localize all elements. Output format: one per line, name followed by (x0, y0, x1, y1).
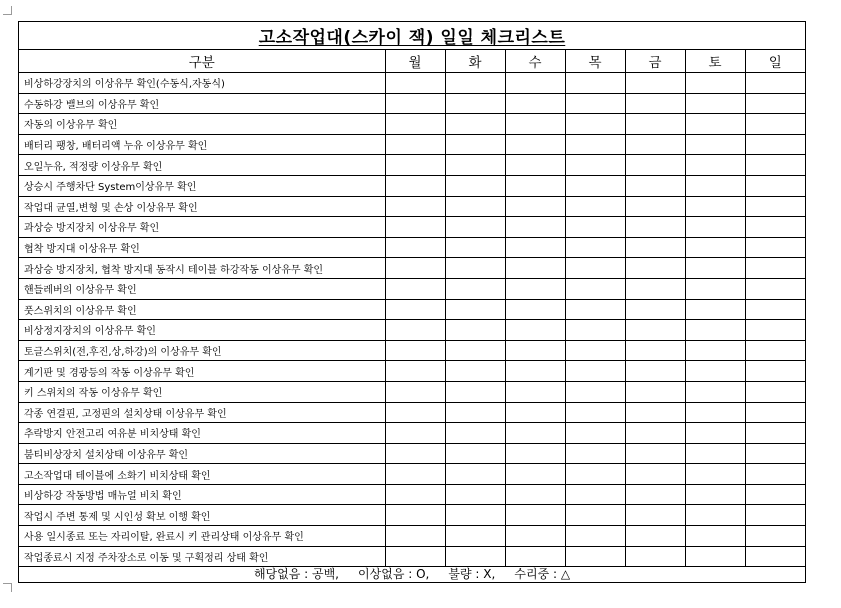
check-cell-tue[interactable] (445, 526, 505, 547)
check-cell-sun[interactable] (745, 237, 805, 258)
header-row (19, 50, 805, 73)
check-cell-sun[interactable] (745, 423, 805, 444)
check-cell-tue[interactable] (445, 299, 505, 320)
checklist-item-label: 키 스위치의 작동 이상유무 확인 (19, 381, 385, 402)
check-cell-tue[interactable] (445, 175, 505, 196)
check-cell-fri[interactable] (625, 464, 685, 485)
check-cell-sat[interactable] (685, 258, 745, 279)
check-cell-fri[interactable] (625, 175, 685, 196)
check-cell-sat[interactable] (685, 546, 745, 567)
check-cell-sun[interactable] (745, 340, 805, 361)
check-cell-mon[interactable] (385, 217, 445, 238)
check-cell-fri[interactable] (625, 361, 685, 382)
check-cell-mon[interactable] (385, 320, 445, 341)
check-cell-wed[interactable] (505, 217, 565, 238)
check-cell-tue[interactable] (445, 196, 505, 217)
check-cell-tue[interactable] (445, 320, 505, 341)
check-cell-thu[interactable] (565, 320, 625, 341)
check-cell-sat[interactable] (685, 320, 745, 341)
checklist-row (19, 423, 805, 444)
check-cell-tue[interactable] (445, 155, 505, 176)
check-cell-thu[interactable] (565, 217, 625, 238)
check-cell-tue[interactable] (445, 340, 505, 361)
checklist-row (19, 381, 805, 402)
check-cell-wed[interactable] (505, 546, 565, 567)
checklist-item-label: 비상정지장치의 이상유무 확인 (19, 320, 385, 341)
check-cell-wed[interactable] (505, 320, 565, 341)
check-cell-tue[interactable] (445, 237, 505, 258)
check-cell-mon[interactable] (385, 155, 445, 176)
check-cell-fri[interactable] (625, 320, 685, 341)
check-cell-mon[interactable] (385, 361, 445, 382)
check-cell-fri[interactable] (625, 93, 685, 114)
check-cell-wed[interactable] (505, 402, 565, 423)
check-cell-thu[interactable] (565, 114, 625, 135)
check-cell-sun[interactable] (745, 320, 805, 341)
check-cell-tue[interactable] (445, 546, 505, 567)
check-cell-sat[interactable] (685, 217, 745, 238)
checklist-row (19, 546, 805, 567)
check-cell-thu[interactable] (565, 484, 625, 505)
checklist-row (19, 361, 805, 382)
check-cell-sun[interactable] (745, 155, 805, 176)
checklist-row (19, 73, 805, 94)
check-cell-thu[interactable] (565, 464, 625, 485)
check-cell-mon[interactable] (385, 484, 445, 505)
checklist-item-label: 작업종료시 지정 주차장소로 이동 및 구획정리 상태 확인 (19, 546, 385, 567)
check-cell-thu[interactable] (565, 361, 625, 382)
checklist-row (19, 237, 805, 258)
checklist-row (19, 443, 805, 464)
check-cell-mon[interactable] (385, 299, 445, 320)
checklist-item-label: 배터리 팽창, 배터리액 누유 이상유무 확인 (19, 134, 385, 155)
checklist-item-label: 작업시 주변 통제 및 시인성 확보 이행 확인 (19, 505, 385, 526)
checklist-item-label: 추락방지 안전고리 여유분 비치상태 확인 (19, 423, 385, 444)
page-corner-mark-top (3, 6, 12, 15)
checklist-item-label: 비상하강 작동방법 매뉴얼 비치 확인 (19, 484, 385, 505)
check-cell-tue[interactable] (445, 361, 505, 382)
check-cell-thu[interactable] (565, 175, 625, 196)
check-cell-sun[interactable] (745, 114, 805, 135)
check-cell-fri[interactable] (625, 134, 685, 155)
check-cell-wed[interactable] (505, 237, 565, 258)
checklist-row (19, 93, 805, 114)
check-cell-sat[interactable] (685, 526, 745, 547)
check-cell-wed[interactable] (505, 505, 565, 526)
check-cell-sun[interactable] (745, 93, 805, 114)
check-cell-mon[interactable] (385, 546, 445, 567)
checklist-item-label: 풋스위치의 이상유무 확인 (19, 299, 385, 320)
check-cell-mon[interactable] (385, 258, 445, 279)
check-cell-tue[interactable] (445, 423, 505, 444)
checklist-row (19, 526, 805, 547)
check-cell-sun[interactable] (745, 258, 805, 279)
check-cell-sun[interactable] (745, 546, 805, 567)
header-day-sat: 토 (685, 50, 745, 73)
checklist-row (19, 402, 805, 423)
check-cell-tue[interactable] (445, 505, 505, 526)
checklist-row (19, 196, 805, 217)
check-cell-thu[interactable] (565, 526, 625, 547)
check-cell-tue[interactable] (445, 258, 505, 279)
check-cell-fri[interactable] (625, 526, 685, 547)
check-cell-sun[interactable] (745, 505, 805, 526)
check-cell-sun[interactable] (745, 134, 805, 155)
check-cell-fri[interactable] (625, 114, 685, 135)
checklist-row (19, 134, 805, 155)
check-cell-sat[interactable] (685, 114, 745, 135)
checklist-item-label: 협착 방지대 이상유무 확인 (19, 237, 385, 258)
check-cell-mon[interactable] (385, 134, 445, 155)
checklist-table (19, 50, 805, 567)
check-cell-fri[interactable] (625, 340, 685, 361)
check-cell-wed[interactable] (505, 155, 565, 176)
checklist-row (19, 258, 805, 279)
check-cell-sat[interactable] (685, 443, 745, 464)
check-cell-mon[interactable] (385, 278, 445, 299)
check-cell-mon[interactable] (385, 443, 445, 464)
check-cell-mon[interactable] (385, 237, 445, 258)
check-cell-fri[interactable] (625, 217, 685, 238)
check-cell-sat[interactable] (685, 423, 745, 444)
check-cell-sat[interactable] (685, 175, 745, 196)
check-cell-sat[interactable] (685, 299, 745, 320)
check-cell-thu[interactable] (565, 134, 625, 155)
check-cell-mon[interactable] (385, 423, 445, 444)
checklist-item-label: 자동의 이상유무 확인 (19, 114, 385, 135)
check-cell-mon[interactable] (385, 505, 445, 526)
checklist-row (19, 155, 805, 176)
header-day-sun: 일 (745, 50, 805, 73)
check-cell-wed[interactable] (505, 93, 565, 114)
check-cell-wed[interactable] (505, 299, 565, 320)
checklist-row (19, 464, 805, 485)
check-cell-sat[interactable] (685, 340, 745, 361)
check-cell-thu[interactable] (565, 278, 625, 299)
check-cell-tue[interactable] (445, 93, 505, 114)
check-cell-thu[interactable] (565, 443, 625, 464)
check-cell-wed[interactable] (505, 196, 565, 217)
check-cell-thu[interactable] (565, 299, 625, 320)
check-cell-sat[interactable] (685, 381, 745, 402)
checklist-item-label: 각종 연결핀, 고정핀의 설치상태 이상유무 확인 (19, 402, 385, 423)
checklist-item-label: 붐티비상장치 설치상태 이상유무 확인 (19, 443, 385, 464)
check-cell-sat[interactable] (685, 196, 745, 217)
check-cell-wed[interactable] (505, 381, 565, 402)
check-cell-wed[interactable] (505, 258, 565, 279)
check-cell-fri[interactable] (625, 237, 685, 258)
check-cell-fri[interactable] (625, 505, 685, 526)
check-cell-thu[interactable] (565, 546, 625, 567)
check-cell-mon[interactable] (385, 526, 445, 547)
check-cell-wed[interactable] (505, 443, 565, 464)
check-cell-sat[interactable] (685, 505, 745, 526)
check-cell-sat[interactable] (685, 93, 745, 114)
checklist-row (19, 299, 805, 320)
check-cell-tue[interactable] (445, 278, 505, 299)
check-cell-sat[interactable] (685, 484, 745, 505)
checklist-row (19, 278, 805, 299)
check-cell-sun[interactable] (745, 361, 805, 382)
check-cell-sun[interactable] (745, 299, 805, 320)
check-cell-wed[interactable] (505, 526, 565, 547)
check-cell-fri[interactable] (625, 402, 685, 423)
check-cell-fri[interactable] (625, 258, 685, 279)
check-cell-sat[interactable] (685, 155, 745, 176)
check-cell-wed[interactable] (505, 175, 565, 196)
header-item-label: 구분 (19, 50, 385, 73)
check-cell-sat[interactable] (685, 464, 745, 485)
checklist-item-label: 비상하강장치의 이상유무 확인(수동식,자동식) (19, 73, 385, 94)
check-cell-tue[interactable] (445, 73, 505, 94)
check-cell-sun[interactable] (745, 402, 805, 423)
check-cell-tue[interactable] (445, 217, 505, 238)
check-cell-wed[interactable] (505, 484, 565, 505)
check-cell-mon[interactable] (385, 114, 445, 135)
check-cell-wed[interactable] (505, 340, 565, 361)
check-cell-mon[interactable] (385, 402, 445, 423)
check-cell-tue[interactable] (445, 443, 505, 464)
check-cell-thu[interactable] (565, 258, 625, 279)
check-cell-tue[interactable] (445, 464, 505, 485)
check-cell-wed[interactable] (505, 114, 565, 135)
check-cell-wed[interactable] (505, 361, 565, 382)
check-cell-mon[interactable] (385, 381, 445, 402)
page-title: 고소작업대(스카이 잭) 일일 체크리스트 (258, 28, 566, 48)
header-day-fri: 금 (625, 50, 685, 73)
check-cell-mon[interactable] (385, 340, 445, 361)
checklist-item-label: 사용 일시종료 또는 자리이탈, 완료시 키 관리상태 이상유무 확인 (19, 526, 385, 547)
check-cell-wed[interactable] (505, 278, 565, 299)
check-cell-fri[interactable] (625, 299, 685, 320)
checklist-row (19, 114, 805, 135)
check-cell-thu[interactable] (565, 505, 625, 526)
checklist-item-label: 수동하강 밸브의 이상유무 확인 (19, 93, 385, 114)
checklist-row (19, 340, 805, 361)
check-cell-sun[interactable] (745, 175, 805, 196)
check-cell-thu[interactable] (565, 402, 625, 423)
check-cell-tue[interactable] (445, 134, 505, 155)
check-cell-fri[interactable] (625, 484, 685, 505)
check-cell-mon[interactable] (385, 93, 445, 114)
check-cell-sun[interactable] (745, 464, 805, 485)
check-cell-mon[interactable] (385, 464, 445, 485)
check-cell-sat[interactable] (685, 278, 745, 299)
checklist-item-label: 계기판 및 경광등의 작동 이상유무 확인 (19, 361, 385, 382)
check-cell-fri[interactable] (625, 73, 685, 94)
checklist-body (19, 73, 805, 567)
check-cell-thu[interactable] (565, 381, 625, 402)
check-cell-fri[interactable] (625, 278, 685, 299)
header-day-tue: 화 (445, 50, 505, 73)
check-cell-sun[interactable] (745, 484, 805, 505)
checklist-item-label: 과상승 방지장치 이상유무 확인 (19, 217, 385, 238)
check-cell-fri[interactable] (625, 546, 685, 567)
check-cell-fri[interactable] (625, 381, 685, 402)
checklist-sheet (18, 21, 806, 583)
check-cell-fri[interactable] (625, 443, 685, 464)
check-cell-wed[interactable] (505, 423, 565, 444)
check-cell-tue[interactable] (445, 114, 505, 135)
check-cell-tue[interactable] (445, 402, 505, 423)
check-cell-thu[interactable] (565, 423, 625, 444)
check-cell-sat[interactable] (685, 402, 745, 423)
header-day-thu: 목 (565, 50, 625, 73)
checklist-item-label: 토글스위치(전,후진,상,하강)의 이상유무 확인 (19, 340, 385, 361)
header-day-mon: 월 (385, 50, 445, 73)
checklist-row (19, 175, 805, 196)
legend-text: 해당없음 : 공백, 이상없음 : O, 불량 : X, 수리중 : △ (253, 567, 571, 581)
check-cell-sun[interactable] (745, 381, 805, 402)
check-cell-sun[interactable] (745, 73, 805, 94)
check-cell-wed[interactable] (505, 464, 565, 485)
check-cell-sun[interactable] (745, 217, 805, 238)
check-cell-sat[interactable] (685, 73, 745, 94)
checklist-row (19, 505, 805, 526)
title-row (19, 22, 805, 50)
check-cell-thu[interactable] (565, 340, 625, 361)
checklist-row (19, 217, 805, 238)
check-cell-tue[interactable] (445, 484, 505, 505)
check-cell-mon[interactable] (385, 175, 445, 196)
checklist-row (19, 320, 805, 341)
check-cell-thu[interactable] (565, 155, 625, 176)
checklist-item-label: 오일누유, 적정량 이상유무 확인 (19, 155, 385, 176)
checklist-item-label: 고소작업대 테이블에 소화기 비치상태 확인 (19, 464, 385, 485)
check-cell-sun[interactable] (745, 443, 805, 464)
check-cell-fri[interactable] (625, 196, 685, 217)
checklist-item-label: 핸들레버의 이상유무 확인 (19, 278, 385, 299)
checklist-row (19, 484, 805, 505)
page-corner-mark-bottom (3, 583, 12, 592)
check-cell-fri[interactable] (625, 155, 685, 176)
checklist-item-label: 상승시 주행차단 System이상유무 확인 (19, 175, 385, 196)
header-day-wed: 수 (505, 50, 565, 73)
check-cell-fri[interactable] (625, 423, 685, 444)
check-cell-sat[interactable] (685, 237, 745, 258)
check-cell-thu[interactable] (565, 93, 625, 114)
check-cell-thu[interactable] (565, 196, 625, 217)
check-cell-sun[interactable] (745, 526, 805, 547)
check-cell-sat[interactable] (685, 361, 745, 382)
checklist-item-label: 과상승 방지장치, 협착 방지대 동작시 테이블 하강작동 이상유무 확인 (19, 258, 385, 279)
checklist-item-label: 작업대 균열,변형 및 손상 이상유무 확인 (19, 196, 385, 217)
check-cell-sun[interactable] (745, 196, 805, 217)
check-cell-sat[interactable] (685, 134, 745, 155)
check-cell-wed[interactable] (505, 134, 565, 155)
check-cell-wed[interactable] (505, 73, 565, 94)
check-cell-sun[interactable] (745, 278, 805, 299)
check-cell-mon[interactable] (385, 73, 445, 94)
check-cell-tue[interactable] (445, 381, 505, 402)
check-cell-mon[interactable] (385, 196, 445, 217)
check-cell-thu[interactable] (565, 73, 625, 94)
check-cell-thu[interactable] (565, 237, 625, 258)
